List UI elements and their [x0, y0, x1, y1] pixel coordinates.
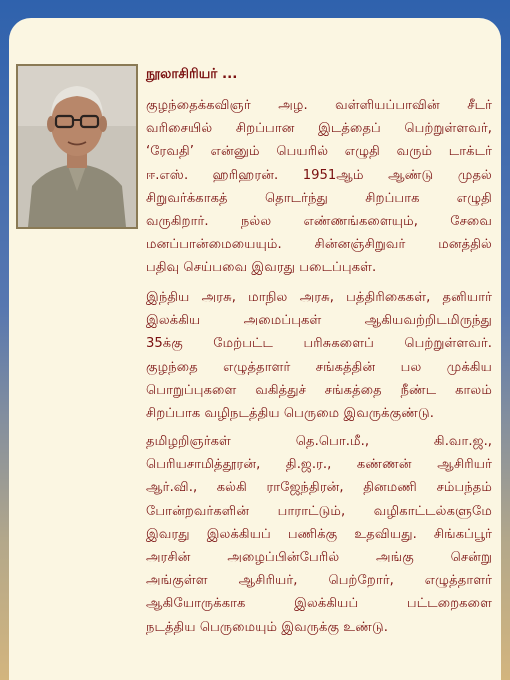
paragraph-line: ஈ.எஸ். ஹரிஹரன். 1951ஆம் ஆண்டு முதல்	[146, 167, 492, 183]
paragraph-line: போன்றவர்களின் பாராட்டும், வழிகாட்டல்களுமே	[146, 503, 492, 519]
paragraph-line: குழந்தைக்கவிஞர் அழ. வள்ளியப்பாவின் சீடர்	[146, 98, 492, 113]
paragraph-line: ‘ரேவதி’ என்னும் பெயரில் எழுதி வரும் டாக்டர்	[146, 144, 492, 160]
bio-paragraph-3	[146, 430, 492, 639]
bio-paragraph-1	[146, 94, 492, 280]
bio-paragraph-2	[146, 286, 492, 425]
paragraph-line: ஆர்.வி., கல்கி ராஜேந்திரன், தினமணி சம்பந்தம்	[146, 480, 492, 496]
author-photo	[16, 64, 138, 229]
paragraph-line: இவரது இலக்கியப் பணிக்கு உதவியது. சிங்கப்பூர்	[146, 526, 492, 542]
author-heading: நூலாசிரியர் ...	[146, 66, 238, 82]
paragraph-line: பதிவு செய்பவை இவரது படைப்புகள்.	[146, 260, 377, 276]
paragraph-line: அரசின் அழைப்பின்பேரில் அங்கு சென்று	[146, 550, 492, 566]
paragraph-line: ஆகியோருக்காக இலக்கியப் பட்டறைகளை	[146, 596, 492, 612]
paragraph-line: 35க்கு மேற்பட்ட பரிசுகளைப் பெற்றுள்ளவர்.	[146, 336, 492, 352]
author-portrait-image	[18, 66, 136, 227]
paragraph-line: இலக்கிய அமைப்புகள் ஆகியவற்றிடமிருந்து	[146, 313, 492, 329]
paragraph-line: பொறுப்புகளை வகித்துச் சங்கத்தை நீண்ட காலம்	[146, 382, 492, 398]
paragraph-line: சிறுவர்க்காகத் தொடர்ந்து சிறப்பாக எழுதி	[146, 190, 492, 206]
paragraph-line: வரிசையில் சிறப்பான இடத்தைப் பெற்றுள்ளவர்,	[146, 121, 492, 137]
paragraph-line: குழந்தை எழுத்தாளர் சங்கத்தின் பல முக்கிய	[146, 359, 492, 375]
paragraph-line: நடத்திய பெருமையும் இவருக்கு உண்டு.	[146, 619, 388, 635]
paragraph-line: மனப்பான்மையையும். சின்னஞ்சிறுவர் மனத்தில்	[146, 237, 492, 253]
paragraph-line: தமிழறிஞர்கள் தெ.பொ.மீ., கி.வா.ஜ.,	[146, 434, 492, 449]
paragraph-line: பெரியசாமித்தூரன், தி.ஜ.ர., கண்ணன் ஆசிரியர்	[146, 457, 492, 473]
paragraph-line: சிறப்பாக வழிநடத்திய பெருமை இவருக்குண்டு.	[146, 406, 434, 422]
paragraph-line: இந்திய அரசு, மாநில அரசு, பத்திரிகைகள், தனியார்	[146, 290, 492, 305]
paragraph-line: அங்குள்ள ஆசிரியர், பெற்றோர், எழுத்தாளர்	[146, 573, 492, 589]
paragraph-line: வருகிறார். நல்ல எண்ணங்களையும், சேவை	[146, 214, 492, 230]
